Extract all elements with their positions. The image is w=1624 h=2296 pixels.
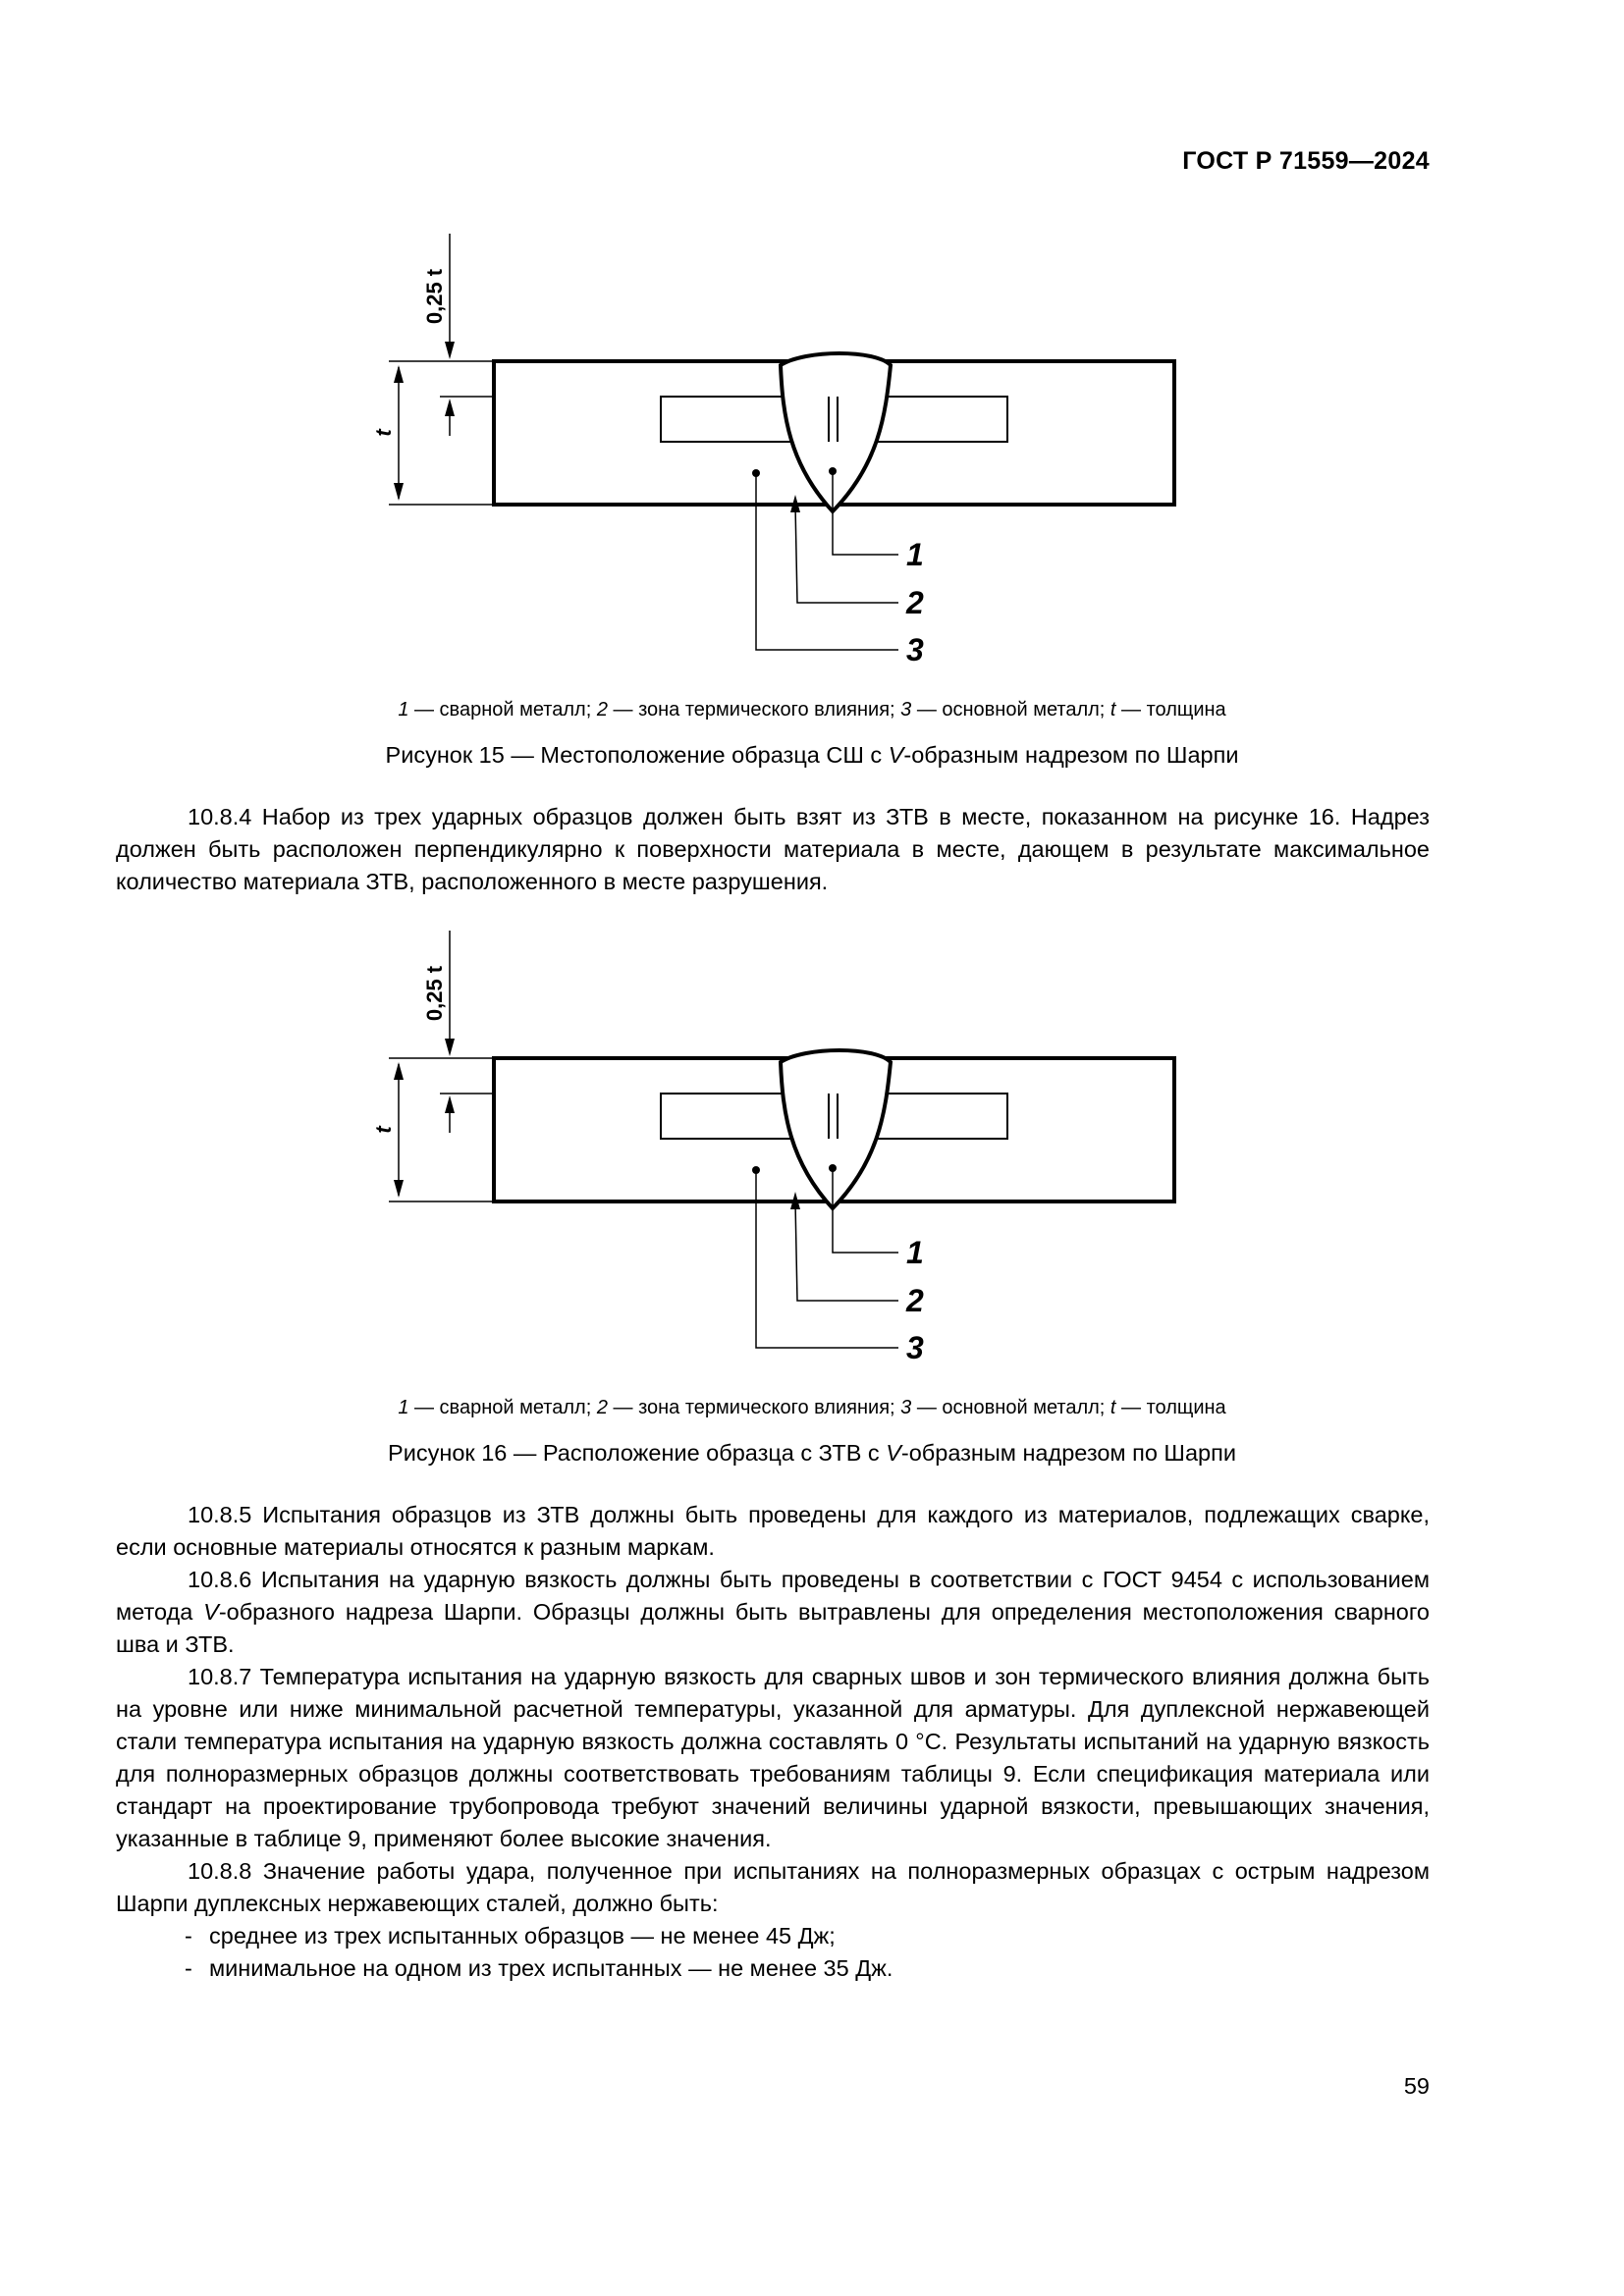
page-number: 59	[1403, 2073, 1430, 2099]
paragraph-10-8-6: 10.8.6 Испытания на ударную вязкость должны быть проведены в соответствии с ГОСТ 9454 с использованием метода V-образного надреза Шарпи. Образцы должны быть вытравлены для определения местоположения сварного шва и ЗТВ.	[116, 1567, 1430, 1657]
weld-specimen-diagram	[363, 923, 1257, 1433]
weld-bead	[781, 353, 891, 511]
paragraph-10-8-5: 10.8.5 Испытания образцов из ЗТВ должны быть проведены для каждого из материалов, подлежащих сварке, если основные материалы относятся к разным маркам.	[116, 1502, 1430, 1560]
figure-16-caption: Рисунок 16 — Расположение образца с ЗТВ с V-образным надрезом по Шарпи	[388, 1440, 1236, 1466]
callout-3: 3	[906, 632, 924, 667]
paragraph-10-8-4: 10.8.4 Набор из трех ударных образцов должен быть взят из ЗТВ в месте, показанном на рисунке 16. Надрез должен быть расположен перпендикулярно к поверхности материала в месте, дающем в результате максимальное количество материала ЗТВ, расположенного в месте разрушения.	[116, 804, 1430, 894]
figure-15-diagram	[363, 224, 1257, 734]
weld-specimen-diagram	[363, 224, 1257, 734]
paragraph-10-8-7: 10.8.7 Температура испытания на ударную вязкость для сварных швов и зон термического влияния должна быть на уровне или ниже минимальной расчетной температуры, указанной для арматуры. Для дуплексной нержавеющей стали температура испытания на ударную вязкость должна составлять 0 °С. Результаты испытаний на ударную вязкость для полноразмерных образцов должны соответствовать требованиям таблицы 9. Если спецификация материала или стандарт на проектирование трубопровода требуют значений величины ударной вязкости, превышающих значения, указанные в таблице 9, применяют более высокие значения.	[116, 1664, 1430, 1851]
requirements-list	[116, 1920, 1430, 1985]
callout-2: 2	[906, 1283, 924, 1318]
figure-15-legend: 1 — сварной металл; 2 — зона термического влияния; 3 — основной металл; t — толщина	[398, 699, 1226, 721]
weld-bead	[781, 1050, 891, 1208]
dim-label-quarter: 0,25 t	[422, 965, 447, 1022]
callout-1: 1	[906, 537, 924, 572]
callout-1: 1	[906, 1235, 924, 1270]
figure-15-caption: Рисунок 15 — Местоположение образца СШ с V-образным надрезом по Шарпи	[385, 742, 1239, 768]
body-text	[116, 1499, 1430, 1985]
figure-16-legend: 1 — сварной металл; 2 — зона термического влияния; 3 — основной металл; t — толщина	[398, 1397, 1226, 1418]
dim-label-quarter: 0,25 t	[422, 268, 447, 325]
dim-label-t: t	[371, 1126, 396, 1134]
callout-3: 3	[906, 1330, 924, 1365]
document-header: ГОСТ Р 71559—2024	[1182, 147, 1430, 175]
figure-16-diagram	[363, 923, 1257, 1433]
dim-label-t: t	[371, 429, 396, 437]
paragraph-10-8-8: 10.8.8 Значение работы удара, полученное при испытаниях на полноразмерных образцах с острым надрезом Шарпи дуплексных нержавеющих сталей, должно быть:	[116, 1858, 1430, 1916]
callout-2: 2	[906, 585, 924, 620]
list-item: - минимальное на одном из трех испытанных — не менее 35 Дж.	[185, 1955, 893, 1981]
list-item: - среднее из трех испытанных образцов — не менее 45 Дж;	[185, 1923, 836, 1949]
